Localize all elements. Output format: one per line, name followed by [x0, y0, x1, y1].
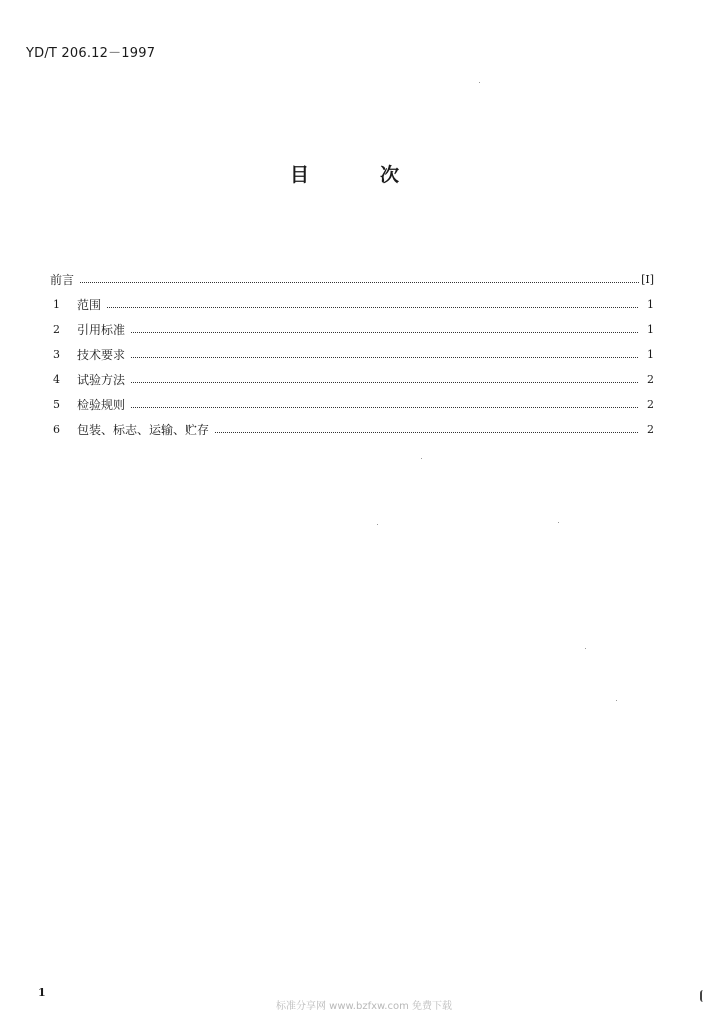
toc-entry-number: 3 [53, 348, 60, 361]
scan-speck [585, 648, 586, 649]
toc-heading-char-1: 目 [290, 164, 310, 186]
toc-entry-1[interactable] [50, 292, 654, 317]
toc-entry-title: 技术要求 [77, 348, 126, 362]
toc-entry-number: 6 [53, 423, 60, 436]
toc-dot-leader [131, 381, 638, 383]
toc-entry-number: 1 [53, 298, 60, 311]
toc-dot-leader [215, 431, 638, 433]
toc-heading-char-2: 次 [380, 164, 400, 186]
toc-entry-page: 2 [647, 423, 654, 436]
toc-entry-title: 范围 [77, 298, 102, 312]
toc-dot-leader [131, 331, 638, 333]
toc-entry-page: 2 [647, 373, 654, 386]
toc-entry-preface[interactable] [50, 267, 654, 292]
watermark-text: 标准分享网 www.bzfxw.com 免费下载 [276, 1001, 452, 1012]
toc-entry-title: 包装、标志、运输、贮存 [77, 423, 210, 437]
toc-entry-5[interactable] [50, 392, 654, 417]
toc-entry-title: 试验方法 [77, 373, 126, 387]
toc-entry-number: 4 [53, 373, 60, 386]
toc-dot-leader [107, 306, 638, 308]
toc-entry-title: 检验规则 [77, 398, 126, 412]
toc-heading [0, 160, 714, 186]
scan-speck [558, 522, 559, 523]
toc-entry-4[interactable] [50, 367, 654, 392]
scan-speck [377, 524, 378, 525]
toc-entry-page: 1 [647, 298, 654, 311]
toc-entry-number: 2 [53, 323, 60, 336]
table-of-contents [50, 267, 654, 442]
standard-code: YD/T 206.12－1997 [26, 46, 156, 61]
toc-dot-leader [131, 406, 638, 408]
toc-entry-page: 1 [647, 348, 654, 361]
toc-entry-title: 引用标准 [77, 323, 126, 337]
toc-dot-leader [80, 281, 639, 283]
toc-entry-number: 5 [53, 398, 60, 411]
toc-entry-title: 前言 [50, 273, 75, 287]
scan-speck [421, 458, 422, 459]
toc-entry-page: [I] [641, 273, 654, 286]
scan-speck [616, 700, 617, 701]
toc-entry-page: 2 [647, 398, 654, 411]
page-number: 1 [38, 986, 46, 999]
toc-entry-3[interactable] [50, 342, 654, 367]
toc-dot-leader [131, 356, 638, 358]
toc-entry-page: 1 [647, 323, 654, 336]
scan-speck [479, 82, 480, 83]
scan-edge-mark [700, 990, 708, 1002]
toc-entry-2[interactable] [50, 317, 654, 342]
toc-entry-6[interactable] [50, 417, 654, 442]
